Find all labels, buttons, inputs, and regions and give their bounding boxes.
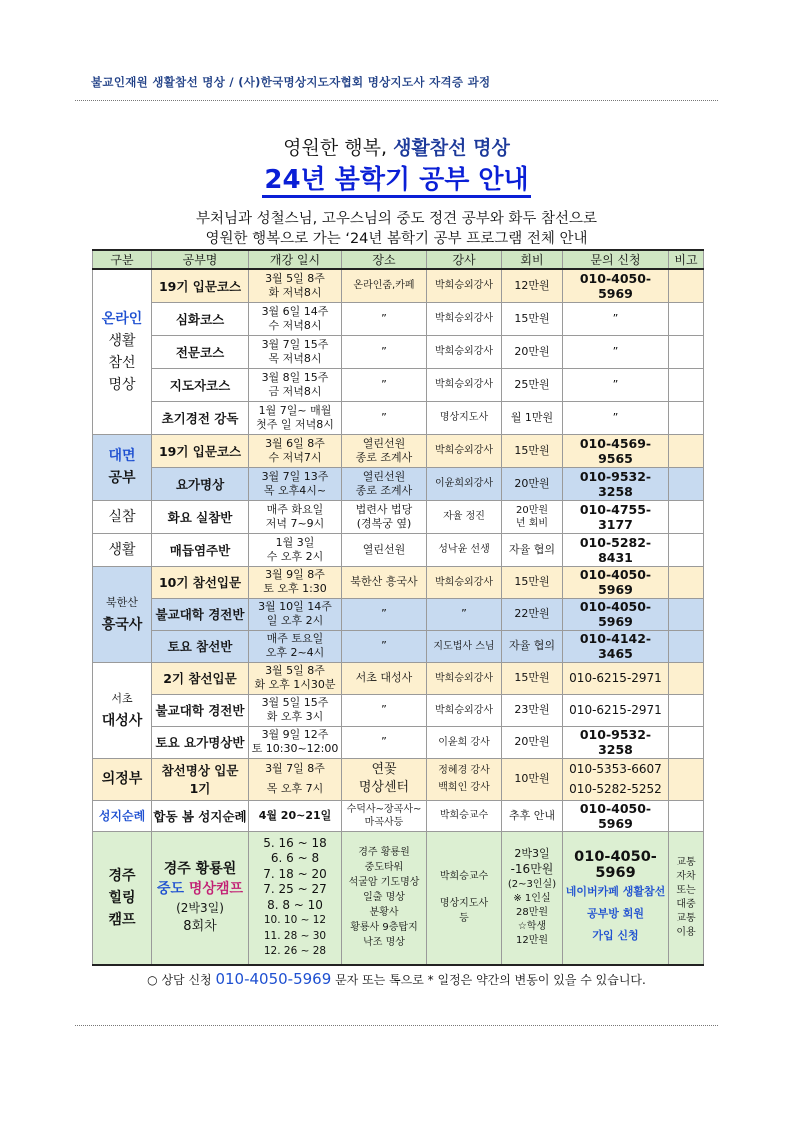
title-prefix: 영원한 행복, — [283, 137, 394, 159]
date-line2: 토 10:30~12:00 — [251, 742, 339, 755]
camp-note-line: 자차 — [676, 870, 696, 882]
course-place: ” — [342, 401, 427, 434]
course-phone: ” — [563, 302, 669, 335]
divider-bottom — [75, 1025, 718, 1026]
course-note — [669, 598, 704, 630]
date-line1: 1월 7일~ 매월 — [258, 403, 332, 417]
page-title — [0, 165, 793, 195]
course-fee: 23만원 — [502, 694, 563, 726]
course-phone: 010-5282-8431 — [563, 533, 669, 566]
course-note — [669, 467, 704, 500]
course-fee: 자율 협의 — [502, 533, 563, 566]
table-row — [93, 662, 704, 694]
course-place — [342, 800, 427, 831]
table-row-camp — [93, 831, 704, 965]
date-line1: 매주 화요일 — [266, 502, 324, 516]
date-line1: 매주 토요일 — [266, 632, 324, 645]
course-date — [249, 467, 342, 500]
camp-name-middle: 중도 — [156, 880, 189, 897]
course-teacher: 자율 정진 — [427, 500, 502, 533]
course-date — [249, 335, 342, 368]
course-fee: 20만원 — [502, 335, 563, 368]
camp-fee-line1: 2박3일 — [514, 847, 550, 861]
category-online-l3: 참선 — [108, 354, 136, 371]
phone-line2: 010-5282-5252 — [569, 782, 662, 796]
table-row — [93, 598, 704, 630]
table-row — [93, 368, 704, 401]
course-teacher: 박희승외강사 — [427, 335, 502, 368]
date-line2: 화 저녁8시 — [268, 285, 322, 299]
header-tagline: 불교인재원 생활참선 명상 / (사)한국명상지도자협회 명상지도사 자격증 과정 — [91, 75, 491, 89]
camp-fee-line4: ※ 1인실 — [513, 893, 551, 905]
date-line2: 목 오후4시~ — [263, 483, 327, 497]
course-teacher: 박희승외강사 — [427, 368, 502, 401]
camp-teacher-line2: 명상지도사 — [439, 898, 489, 910]
course-phone: 010-9532-3258 — [563, 726, 669, 758]
course-fee: 15만원 — [502, 662, 563, 694]
course-name: 매듭염주반 — [152, 533, 249, 566]
course-fee: 15만원 — [502, 434, 563, 467]
name-line1: 참선명상 입문 — [161, 763, 239, 778]
course-date — [249, 401, 342, 434]
course-name: 불교대학 경전반 — [152, 694, 249, 726]
place-line1: 연꽃 — [371, 762, 397, 777]
place-line1: 열린선원 — [362, 436, 406, 450]
course-name: 전문코스 — [152, 335, 249, 368]
title-line1 — [0, 133, 793, 160]
camp-date: 10. 10 ~ 12 — [263, 914, 327, 927]
course-place — [342, 758, 427, 800]
course-phone: 010-4050-5969 — [563, 566, 669, 598]
course-place: 서초 대성사 — [342, 662, 427, 694]
course-phone: 010-4569-9565 — [563, 434, 669, 467]
course-note — [669, 302, 704, 335]
date-line1: 3월 5일 15주 — [261, 696, 329, 709]
date-line1: 3월 8일 15주 — [261, 370, 329, 384]
course-fee: 추후 안내 — [502, 800, 563, 831]
place-line2: 종로 조계사 — [355, 450, 413, 464]
name-line2: 1기 — [189, 781, 211, 796]
course-date — [249, 694, 342, 726]
course-note — [669, 758, 704, 800]
camp-teacher-line1: 박희승교수 — [439, 871, 489, 883]
page-title-text: 24년 봄학기 공부 안내 — [262, 165, 530, 198]
category-seocho-l1: 서초 — [111, 692, 133, 705]
course-note — [669, 269, 704, 302]
course-phone: 010-6215-2971 — [563, 694, 669, 726]
course-date — [249, 368, 342, 401]
camp-date: 12. 26 ~ 28 — [263, 945, 327, 958]
date-line2: 일 오후 2시 — [266, 614, 324, 627]
course-date: 4월 20~21일 — [249, 800, 342, 831]
camp-place: 일출 명상 — [363, 892, 405, 904]
date-line2: 저녁 7~9시 — [265, 516, 325, 530]
course-phone: 010-9532-3258 — [563, 467, 669, 500]
course-date — [249, 758, 342, 800]
camp-teacher-line3: 등 — [459, 913, 469, 925]
course-place: 온라인줌,카페 — [342, 269, 427, 302]
place-line1: 수덕사~장곡사~ — [346, 803, 422, 815]
camp-duration: (2박3일) — [176, 900, 224, 915]
course-place — [342, 500, 427, 533]
course-phone: 010-4050-5969 — [563, 800, 669, 831]
course-note — [669, 401, 704, 434]
date-line2: 첫주 일 저녁8시 — [256, 417, 334, 431]
date-line1: 3월 7일 8주 — [265, 762, 325, 775]
camp-fee-line7: 12만원 — [515, 935, 549, 947]
place-line1: 법련사 법당 — [355, 502, 413, 516]
category-gyeongju — [93, 831, 152, 965]
date-line2: 금 저녁8시 — [268, 384, 322, 398]
course-name: 10기 참선입문 — [152, 566, 249, 598]
table-row — [93, 302, 704, 335]
category-online — [93, 269, 152, 434]
course-place: ” — [342, 630, 427, 662]
header-note: 비고 — [669, 250, 704, 269]
camp-teacher-gap — [428, 884, 500, 896]
course-fee: 15만원 — [502, 566, 563, 598]
camp-name — [152, 831, 249, 965]
footer-note — [0, 970, 793, 988]
place-line2: 종로 조계사 — [355, 483, 413, 497]
camp-phone: 010-4050-5969 — [574, 848, 657, 881]
date-line1: 3월 7일 13주 — [261, 469, 329, 483]
course-date — [249, 630, 342, 662]
table-row — [93, 401, 704, 434]
course-note — [669, 533, 704, 566]
table-row — [93, 500, 704, 533]
category-inperson — [93, 434, 152, 500]
camp-fee-line5: 28만원 — [515, 907, 549, 919]
camp-dates — [249, 831, 342, 965]
course-phone: ” — [563, 401, 669, 434]
footer-phone: 010-4050-5969 — [215, 970, 332, 988]
phone-line1: 010-5353-6607 — [569, 762, 662, 776]
camp-fee-line2: -16만원 — [510, 862, 554, 877]
course-place: ” — [342, 726, 427, 758]
course-teacher: 이윤희 강사 — [427, 726, 502, 758]
date-line1: 1월 3일 — [275, 535, 315, 549]
course-date — [249, 598, 342, 630]
camp-place: 경주 황룡원 — [358, 847, 410, 859]
course-name: 합동 봄 성지순례 — [152, 800, 249, 831]
table-row — [93, 467, 704, 500]
course-teacher: 박희승외강사 — [427, 566, 502, 598]
course-fee: 10만원 — [502, 758, 563, 800]
header-contact: 문의 신청 — [563, 250, 669, 269]
title-accent: 생활참선 명상 — [393, 137, 510, 159]
camp-note-line: 교통 — [676, 912, 696, 924]
course-teacher: 박희승외강사 — [427, 694, 502, 726]
course-phone: 010-4142-3465 — [563, 630, 669, 662]
course-name: 심화코스 — [152, 302, 249, 335]
place-line2: 명상센터 — [358, 780, 410, 795]
camp-name-line1: 경주 황룡원 — [163, 860, 237, 877]
camp-fee-line6: ☆학생 — [517, 921, 547, 933]
table-row — [93, 434, 704, 467]
course-fee: 15만원 — [502, 302, 563, 335]
course-teacher: 지도법사 스님 — [427, 630, 502, 662]
date-line2: 목 저녁8시 — [268, 351, 322, 365]
table-row — [93, 758, 704, 800]
course-fee: 20만원 — [502, 467, 563, 500]
category-practice: 실참 — [93, 500, 152, 533]
camp-date: 5. 16 ~ 18 — [263, 835, 327, 850]
table-row — [93, 533, 704, 566]
course-place: ” — [342, 694, 427, 726]
date-line2: 목 오후 7시 — [266, 782, 324, 795]
camp-teacher — [427, 831, 502, 965]
course-date — [249, 662, 342, 694]
category-online-title: 온라인 — [101, 310, 143, 327]
course-teacher: 박희승외강사 — [427, 434, 502, 467]
course-place — [342, 434, 427, 467]
course-name: 지도자코스 — [152, 368, 249, 401]
schedule-table — [92, 249, 704, 966]
course-teacher: 성낙윤 선생 — [427, 533, 502, 566]
camp-note-line: 대중 — [676, 898, 696, 910]
category-inperson-title: 대면 — [108, 448, 136, 464]
course-place: ” — [342, 368, 427, 401]
course-fee: 22만원 — [502, 598, 563, 630]
course-date — [249, 726, 342, 758]
category-gyeongju-l2: 힐링 — [108, 889, 136, 906]
course-phone: 010-4755-3177 — [563, 500, 669, 533]
category-online-l2: 생활 — [108, 332, 136, 349]
course-fee: 자율 협의 — [502, 630, 563, 662]
date-line2: 수 저녁7시 — [268, 450, 322, 464]
category-uijeongbu: 의정부 — [93, 758, 152, 800]
header-place: 장소 — [342, 250, 427, 269]
course-fee: 12만원 — [502, 269, 563, 302]
category-seocho — [93, 662, 152, 758]
course-name — [152, 758, 249, 800]
camp-note-line: 교통 — [676, 856, 696, 868]
course-phone: 010-6215-2971 — [563, 662, 669, 694]
category-daily: 생활 — [93, 533, 152, 566]
table-header-row — [93, 250, 704, 269]
course-teacher: 박희승외강사 — [427, 662, 502, 694]
camp-date: 11. 28 ~ 30 — [263, 929, 327, 942]
course-note — [669, 434, 704, 467]
camp-note-line: 또는 — [676, 884, 696, 896]
camp-fee — [502, 831, 563, 965]
course-teacher: 박희승외강사 — [427, 302, 502, 335]
course-place: ” — [342, 302, 427, 335]
course-teacher: 명상지도사 — [427, 401, 502, 434]
course-note — [669, 662, 704, 694]
subtitle-line1: 부처님과 성철스님, 고우스님의 중도 정견 공부와 화두 참선으로 — [195, 211, 598, 227]
course-place: ” — [342, 335, 427, 368]
table-row — [93, 800, 704, 831]
course-date — [249, 500, 342, 533]
course-place: 북한산 흥국사 — [342, 566, 427, 598]
course-note — [669, 566, 704, 598]
date-line2: 화 오후 3시 — [266, 710, 324, 723]
category-bukhansan-l1: 북한산 — [106, 596, 138, 609]
date-line2: 수 오후 2시 — [266, 549, 324, 563]
category-inperson-l2: 공부 — [108, 470, 136, 486]
date-line2: 화 오후 1시30분 — [254, 678, 336, 691]
header-category: 구분 — [93, 250, 152, 269]
camp-contact — [563, 831, 669, 965]
date-line2: 토 오후 1:30 — [263, 582, 327, 595]
camp-date: 7. 18 ~ 20 — [263, 866, 327, 881]
camp-name-camp: 명상캠프 — [188, 880, 244, 897]
course-phone: ” — [563, 368, 669, 401]
table-row — [93, 726, 704, 758]
course-phone — [563, 758, 669, 800]
course-name: 토요 참선반 — [152, 630, 249, 662]
camp-cafe-line1: 네이버카페 생활참선 — [565, 884, 666, 898]
place-line2: (경복궁 옆) — [356, 516, 412, 530]
table-row — [93, 335, 704, 368]
course-teacher: 이윤희외강사 — [427, 467, 502, 500]
course-note — [669, 368, 704, 401]
course-name: 2기 참선입문 — [152, 662, 249, 694]
camp-cafe-line2: 공부방 회원 — [587, 906, 644, 920]
header-start: 개강 일시 — [249, 250, 342, 269]
fee-line1: 20만원 — [515, 504, 549, 516]
date-line1: 3월 5일 8주 — [265, 271, 325, 285]
header-teacher: 강사 — [427, 250, 502, 269]
date-line1: 3월 7일 15주 — [261, 337, 329, 351]
course-place: ” — [342, 598, 427, 630]
camp-note — [669, 831, 704, 965]
course-date — [249, 533, 342, 566]
date-line1: 3월 5일 8주 — [265, 664, 325, 677]
teacher-line1: 정혜경 강사 — [438, 765, 490, 776]
table-row — [93, 566, 704, 598]
place-line1: 열린선원 — [362, 469, 406, 483]
course-phone: 010-4050-5969 — [563, 598, 669, 630]
course-date — [249, 302, 342, 335]
course-name: 토요 요가명상반 — [152, 726, 249, 758]
course-phone: ” — [563, 335, 669, 368]
footer-prefix: ○ 상담 신청 — [147, 973, 216, 987]
camp-date: 8. 8 ~ 10 — [267, 897, 323, 912]
camp-place: 중도타워 — [364, 862, 404, 874]
footer-suffix: 문자 또는 톡으로 * 일정은 약간의 변동이 있을 수 있습니다. — [331, 973, 646, 987]
category-seocho-title: 대성사 — [101, 713, 143, 729]
camp-name-line2 — [153, 879, 247, 899]
course-place: 열린선원 — [342, 533, 427, 566]
course-fee: 월 1만원 — [502, 401, 563, 434]
course-date — [249, 566, 342, 598]
fee-line2: 년 회비 — [515, 517, 549, 529]
date-line1: 3월 9일 8주 — [265, 568, 325, 581]
camp-place: 분황사 — [369, 907, 399, 919]
course-note — [669, 335, 704, 368]
course-name: 화요 실참반 — [152, 500, 249, 533]
camp-date: 7. 25 ~ 27 — [263, 882, 327, 897]
camp-date: 6. 6 ~ 8 — [270, 851, 320, 866]
date-line1: 3월 6일 8주 — [265, 436, 325, 450]
course-name: 초기경전 강독 — [152, 401, 249, 434]
course-name: 요가명상 — [152, 467, 249, 500]
course-name: 19기 입문코스 — [152, 269, 249, 302]
course-date — [249, 434, 342, 467]
camp-place: 황룡사 9층탑지 — [350, 922, 418, 934]
place-line2: 마곡사등 — [364, 816, 404, 828]
course-note — [669, 800, 704, 831]
category-bukhansan — [93, 566, 152, 662]
header-fee: 회비 — [502, 250, 563, 269]
subtitle-line2: 영원한 행복으로 가는 ‘24년 봄학기 공부 프로그램 전체 안내 — [205, 231, 588, 247]
category-bukhansan-title: 흥국사 — [101, 617, 143, 633]
course-fee — [502, 500, 563, 533]
course-teacher: 박희승외강사 — [427, 269, 502, 302]
course-place — [342, 467, 427, 500]
category-gyeongju-l1: 경주 — [108, 867, 136, 884]
category-pilgrimage: 성지순례 — [93, 800, 152, 831]
date-line2: 수 저녁8시 — [268, 318, 322, 332]
divider-top — [75, 100, 718, 101]
teacher-line2: 백희인 강사 — [438, 782, 490, 793]
category-online-l4: 명상 — [108, 376, 136, 393]
table-row — [93, 630, 704, 662]
date-line1: 3월 10일 14주 — [258, 600, 332, 613]
table-row — [93, 694, 704, 726]
course-teacher — [427, 758, 502, 800]
header-course: 공부명 — [152, 250, 249, 269]
date-line2: 오후 2~4시 — [265, 646, 325, 659]
course-fee: 25만원 — [502, 368, 563, 401]
course-note — [669, 726, 704, 758]
course-note — [669, 500, 704, 533]
camp-sessions: 8회차 — [183, 918, 217, 934]
course-teacher: ” — [427, 598, 502, 630]
date-line1: 3월 9일 12주 — [261, 728, 329, 741]
course-note — [669, 694, 704, 726]
camp-cafe-line3: 가입 신청 — [592, 928, 639, 942]
course-teacher: 박희승교수 — [427, 800, 502, 831]
date-line1: 3월 6일 14주 — [261, 304, 329, 318]
course-name: 19기 입문코스 — [152, 434, 249, 467]
course-name: 불교대학 경전반 — [152, 598, 249, 630]
course-note — [669, 630, 704, 662]
course-fee: 20만원 — [502, 726, 563, 758]
course-date — [249, 269, 342, 302]
camp-places — [342, 831, 427, 965]
camp-note-line: 이용 — [676, 926, 696, 938]
camp-place: 낙조 명상 — [363, 937, 405, 949]
camp-place: 석굴암 기도명상 — [348, 877, 420, 889]
course-phone: 010-4050-5969 — [563, 269, 669, 302]
table-row — [93, 269, 704, 302]
camp-fee-line3: (2~3인실) — [507, 879, 557, 891]
category-gyeongju-l3: 캠프 — [108, 911, 136, 928]
